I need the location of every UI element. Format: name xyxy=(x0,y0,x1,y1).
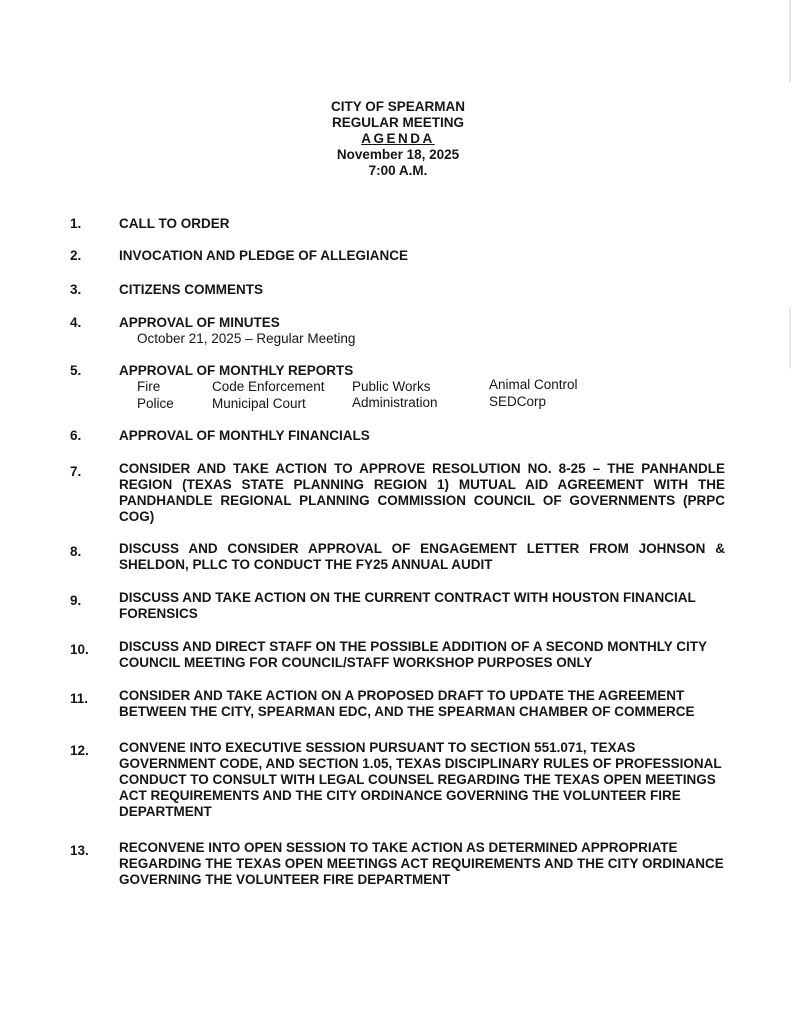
minutes-detail: October 21, 2025 – Regular Meeting xyxy=(137,331,356,346)
item-title: RECONVENE INTO OPEN SESSION TO TAKE ACTION AS DETERMINED APPROPRIATE REGARDING THE TEXAS OPEN MEETINGS ACT REQUIREMENTS AND THE CITY ORDINANCE GOVERNING THE VOLUNTEER FIRE DEPARTMENT xyxy=(119,840,724,887)
item-title: CONVENE INTO EXECUTIVE SESSION PURSUANT TO SECTION 551.071, TEXAS GOVERNMENT CODE, AND SECTION 1.05, TEXAS DISCIPLINARY RULES OF PROFESSIONAL CONDUCT TO CONSULT WITH LEGAL COUNSEL REGARDING THE TEXAS OPEN MEETINGS ACT REQUIREMENTS AND THE CITY ORDINANCE GOVERNING THE VOLUNTEER FIRE DEPARTMENT xyxy=(119,740,722,819)
item-number: 13. xyxy=(70,843,89,858)
agenda-header xyxy=(258,99,538,179)
item-number: 3. xyxy=(70,282,82,297)
report-public-works: Public Works xyxy=(352,379,431,394)
item-number: 8. xyxy=(70,544,82,559)
item-title: INVOCATION AND PLEDGE OF ALLEGIANCE xyxy=(119,248,409,263)
item-title: CONSIDER AND TAKE ACTION ON A PROPOSED DRAFT TO UPDATE THE AGREEMENT BETWEEN THE CITY, SPEARMAN EDC, AND THE SPEARMAN CHAMBER OF COMMERCE xyxy=(119,688,695,719)
city-name: CITY OF SPEARMAN xyxy=(330,99,465,114)
item-title: CITIZENS COMMENTS xyxy=(119,282,263,297)
item-title: DISCUSS AND CONSIDER APPROVAL OF ENGAGEMENT LETTER FROM JOHNSON & SHELDON, PLLC TO CONDUCT THE FY25 ANNUAL AUDIT xyxy=(119,541,725,572)
item-title: APPROVAL OF MONTHLY REPORTS xyxy=(119,363,354,378)
meeting-type: REGULAR MEETING xyxy=(331,115,464,130)
meeting-time: 7:00 A.M. xyxy=(368,163,428,178)
item-number: 9. xyxy=(70,593,82,608)
report-sedcorp: SEDCorp xyxy=(489,394,547,409)
item-number: 5. xyxy=(70,363,82,378)
item-number: 2. xyxy=(70,248,82,263)
meeting-date: November 18, 2025 xyxy=(336,147,460,162)
item-number: 12. xyxy=(70,743,89,758)
item-title: CALL TO ORDER xyxy=(119,216,230,231)
report-fire: Fire xyxy=(137,379,161,394)
item-number: 7. xyxy=(70,464,82,479)
item-title: DISCUSS AND TAKE ACTION ON THE CURRENT CONTRACT WITH HOUSTON FINANCIAL FORENSICS xyxy=(119,590,696,621)
item-title: DISCUSS AND DIRECT STAFF ON THE POSSIBLE ADDITION OF A SECOND MONTHLY CITY COUNCIL MEETING FOR COUNCIL/STAFF WORKSHOP PURPOSES ONLY xyxy=(119,639,707,670)
report-municipal-court: Municipal Court xyxy=(212,396,306,411)
agenda-heading: AGENDA xyxy=(361,131,435,146)
item-title: CONSIDER AND TAKE ACTION TO APPROVE RESOLUTION NO. 8-25 – THE PANHANDLE REGION (TEXAS STATE PLANNING REGION 1) MUTUAL AID AGREEMENT WITH THE PANDHANDLE REGIONAL PLANNING COMMISSION COUNCIL OF GOVERNMENTS (PRPC COG) xyxy=(119,461,725,524)
item-title: APPROVAL OF MINUTES xyxy=(119,315,280,330)
item-number: 6. xyxy=(70,428,82,443)
report-police: Police xyxy=(137,396,174,411)
item-title: APPROVAL OF MONTHLY FINANCIALS xyxy=(119,428,370,443)
scan-edge-mark xyxy=(789,0,791,1024)
item-number: 4. xyxy=(70,315,82,330)
report-administration: Administration xyxy=(352,395,438,410)
item-number: 10. xyxy=(70,642,89,657)
item-number: 11. xyxy=(70,691,89,706)
item-number: 1. xyxy=(70,216,82,231)
report-animal-control: Animal Control xyxy=(489,377,578,392)
report-code-enforcement: Code Enforcement xyxy=(212,379,325,394)
